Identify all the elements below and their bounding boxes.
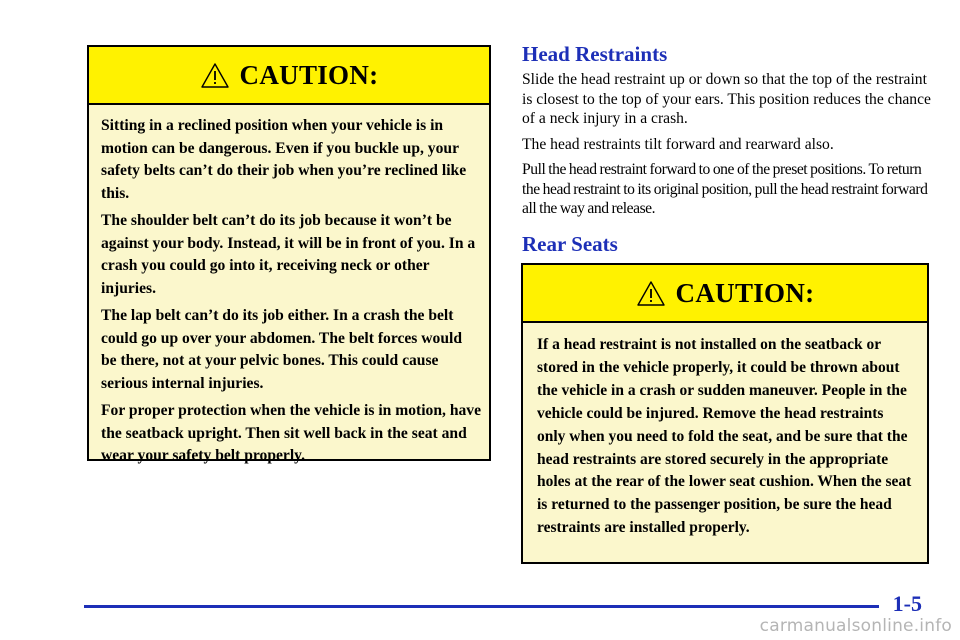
watermark: carmanualsonline.info xyxy=(759,616,952,636)
warning-triangle-icon xyxy=(636,280,666,307)
body-paragraph: Slide the head restraint up or down so that the top of the restraint is closest to the top of your ears. This position reduces the chance of a neck injury in a crash. xyxy=(522,71,931,127)
page-number: 1-5 xyxy=(892,591,922,616)
caution-title: CAUTION: xyxy=(675,277,815,308)
caution-title: CAUTION: xyxy=(239,59,379,90)
caution-box-head-restraint xyxy=(521,263,929,564)
warning-triangle-icon xyxy=(200,62,230,89)
section-heading-head-restraints: Head Restraints xyxy=(522,42,668,66)
body-paragraph: The head restraints tilt forward and rearward also. xyxy=(522,135,834,153)
caution-paragraph: For proper protection when the vehicle is in motion, have the seatback upright. Then sit well back in the seat and wear your safety belt properly. xyxy=(101,402,482,464)
body-paragraph: Pull the head restraint forward to one of the preset positions. To return the head restraint to its original position, pull the head restraint forward all the way and release. xyxy=(522,161,928,217)
caution-header xyxy=(523,265,927,323)
caution-header xyxy=(89,47,489,105)
caution-paragraph: Sitting in a reclined position when your vehicle is in motion can be dangerous. Even if you buckle up, your safety belts can’t do their job when you’re reclined like this. xyxy=(101,117,467,202)
caution-paragraph: The lap belt can’t do its job either. In a crash the belt could go up over your abdomen. The belt forces would be there, not at your pelvic bones. This could cause serious internal injuries. xyxy=(101,307,463,392)
footer-rule xyxy=(84,605,879,608)
caution-box-reclined xyxy=(87,45,491,464)
caution-body xyxy=(523,323,927,540)
caution-paragraph: If a head restraint is not installed on the seatback or stored in the vehicle properly, it could be thrown about the vehicle in a crash or sudden maneuver. People in the vehicle could be injured. Remove the head restraints only when you need to fold the seat, and be sure that the head restraints are stored securely in the appropriate holes at the rear of the lower seat cushion. When the seat is returned to the passenger position, be sure the head restraints are installed properly. xyxy=(537,336,912,537)
head-restraints-text xyxy=(522,70,932,225)
caution-body xyxy=(89,105,489,468)
caution-paragraph: The shoulder belt can’t do its job because it won’t be against your body. Instead, it will be in front of you. In a crash you could go into it, receiving neck or other injuries. xyxy=(101,212,476,297)
section-heading-rear-seats: Rear Seats xyxy=(522,232,618,256)
